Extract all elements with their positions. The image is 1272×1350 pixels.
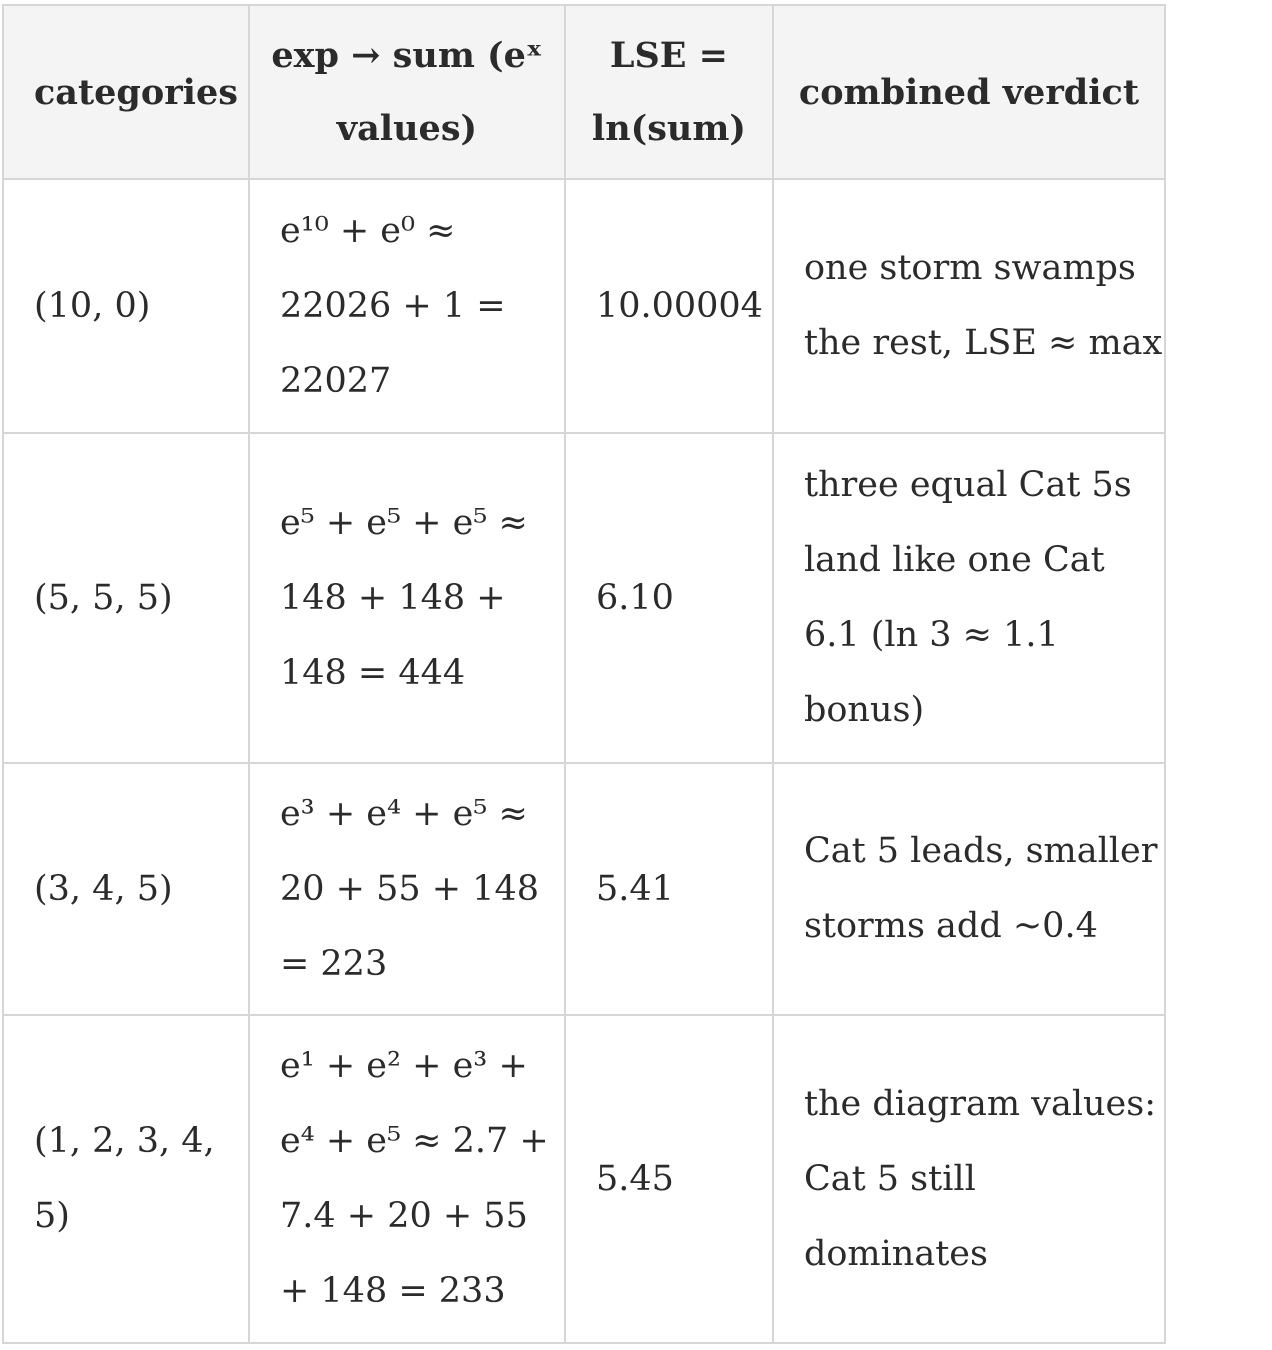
table-row xyxy=(3,433,1165,763)
cell-lse: 6.10 xyxy=(565,433,773,763)
cell-categories: (1, 2, 3, 4, 5) xyxy=(3,1015,249,1343)
header-exp-sum: exp → sum (eˣ values) xyxy=(249,5,565,179)
cell-categories: (3, 4, 5) xyxy=(3,763,249,1015)
header-lse: LSE = ln(sum) xyxy=(565,5,773,179)
header-verdict: combined verdict xyxy=(773,5,1165,179)
cell-exp-sum: e³ + e⁴ + e⁵ ≈ 20 + 55 + 148 = 223 xyxy=(249,763,565,1015)
cell-verdict: the diagram values: Cat 5 still dominates xyxy=(773,1015,1165,1343)
header-row xyxy=(3,5,1165,179)
cell-lse: 10.00004 xyxy=(565,179,773,433)
cell-lse: 5.45 xyxy=(565,1015,773,1343)
cell-verdict: three equal Cat 5s land like one Cat 6.1 (ln 3 ≈ 1.1 bonus) xyxy=(773,433,1165,763)
table-row xyxy=(3,763,1165,1015)
table-row xyxy=(3,179,1165,433)
cell-exp-sum: e¹⁰ + e⁰ ≈ 22026 + 1 = 22027 xyxy=(249,179,565,433)
cell-verdict: one storm swamps the rest, LSE ≈ max xyxy=(773,179,1165,433)
cell-exp-sum: e⁵ + e⁵ + e⁵ ≈ 148 + 148 + 148 = 444 xyxy=(249,433,565,763)
table-row xyxy=(3,1015,1165,1343)
lse-table xyxy=(2,4,1166,1344)
cell-verdict: Cat 5 leads, smaller storms add ~0.4 xyxy=(773,763,1165,1015)
cell-exp-sum: e¹ + e² + e³ + e⁴ + e⁵ ≈ 2.7 + 7.4 + 20 + 55 + 148 = 233 xyxy=(249,1015,565,1343)
cell-categories: (10, 0) xyxy=(3,179,249,433)
cell-lse: 5.41 xyxy=(565,763,773,1015)
cell-categories: (5, 5, 5) xyxy=(3,433,249,763)
header-categories: categories xyxy=(3,5,249,179)
